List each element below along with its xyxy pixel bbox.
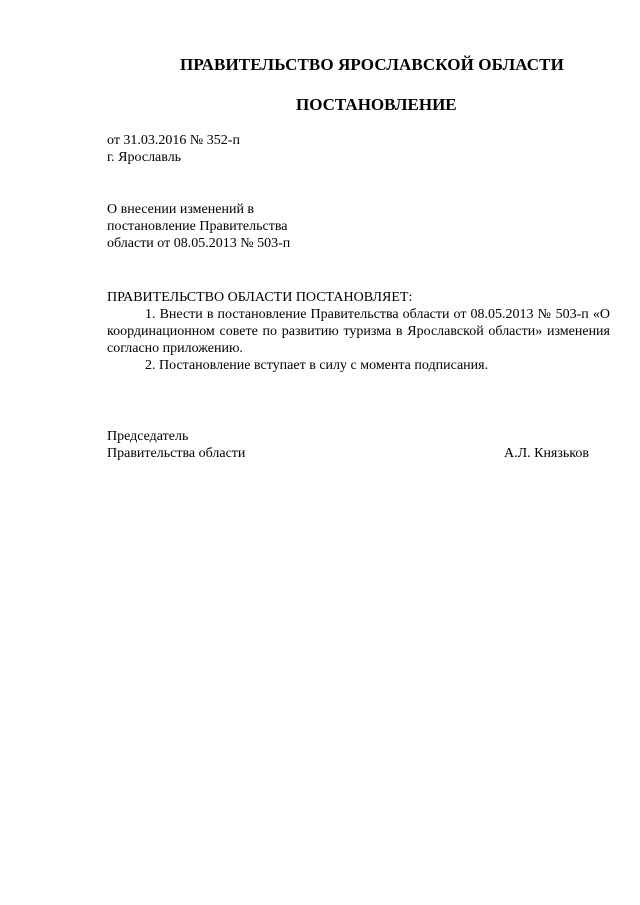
body-paragraph: 2. Постановление вступает в силу с момента подписания. xyxy=(145,358,489,373)
organization-title: ПРАВИТЕЛЬСТВО ЯРОСЛАВСКОЙ ОБЛАСТИ xyxy=(180,55,564,74)
subject-line: постановление Правительства xyxy=(107,219,288,234)
body-paragraph: 1. Внести в постановление Правительства области от 08.05.2013 № 503-п «О координационном совете по развитию туризма в Ярославской области» изменения согласно приложению. xyxy=(107,307,610,356)
document-subject xyxy=(107,201,290,252)
date-number: от 31.03.2016 № 352-п xyxy=(107,133,240,148)
subject-line: О внесении изменений в xyxy=(107,202,255,217)
decree-statement: ПРАВИТЕЛЬСТВО ОБЛАСТИ ПОСТАНОВЛЯЕТ: xyxy=(107,290,413,305)
document-meta xyxy=(107,132,240,166)
signature-row xyxy=(107,445,589,462)
signatory-name: А.Л. Князьков xyxy=(504,446,589,461)
signature-block xyxy=(107,428,589,462)
signatory-position: Председатель xyxy=(107,429,189,444)
city: г. Ярославль xyxy=(107,150,182,165)
document-type-title: ПОСТАНОВЛЕНИЕ xyxy=(296,95,457,114)
subject-line: области от 08.05.2013 № 503-п xyxy=(107,236,291,251)
document-body xyxy=(107,289,610,374)
signatory-position: Правительства области xyxy=(107,446,246,461)
